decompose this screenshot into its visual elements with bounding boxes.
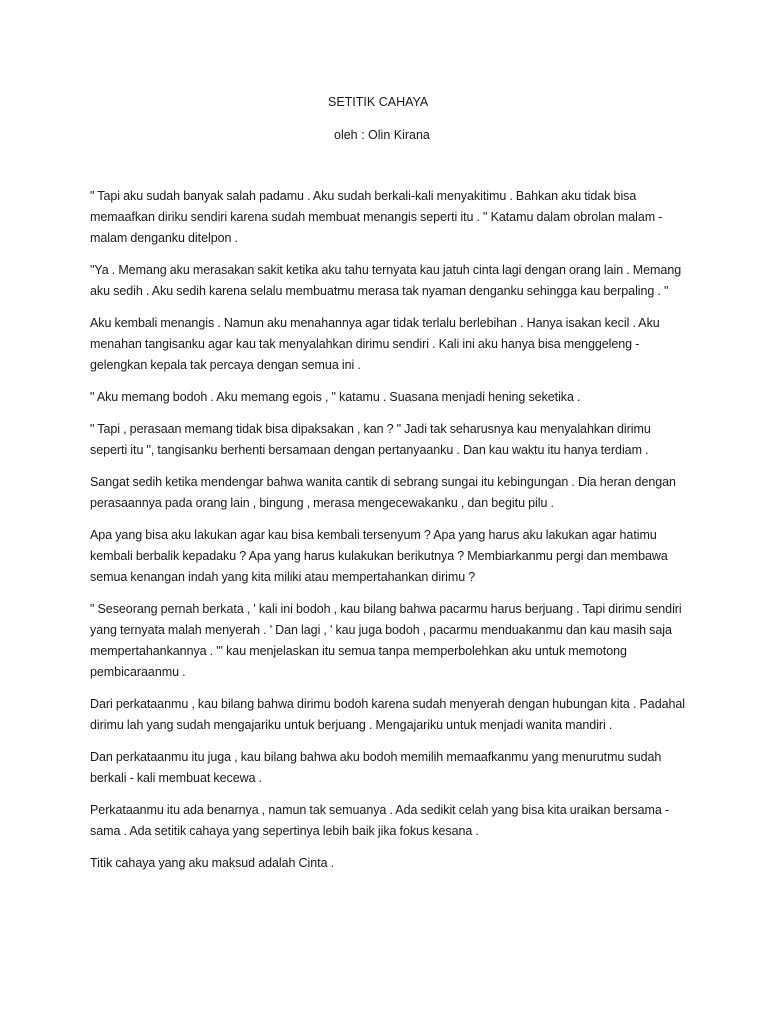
paragraph: Aku kembali menangis . Namun aku menahannya agar tidak terlalu berlebihan . Hanya isakan kecil . Aku menahan tangisanku agar kau tak menyalahkan dirimu sendiri . Kali ini aku hanya bisa menggeleng - gelengkan kepala tak percaya dengan semua ini . <box>90 316 660 372</box>
paragraph: " Seseorang pernah berkata , ' kali ini bodoh , kau bilang bahwa pacarmu harus berjuang . Tapi dirimu sendiri yang ternyata malah menyerah . ' Dan lagi , ' kau juga bodoh , pacarmu menduakanmu dan kau masih saja mempertahankannya . "' kau menjelaskan itu semua tanpa memperbolehkan aku untuk memotong pembicaraanmu . <box>90 602 682 679</box>
paragraph: Sangat sedih ketika mendengar bahwa wanita cantik di sebrang sungai itu kebingungan . Dia heran dengan perasaannya pada orang lain , bingung , merasa mengecewakanku , dan begitu pilu . <box>90 475 676 510</box>
paragraph: Perkataanmu itu ada benarnya , namun tak semuanya . Ada sedikit celah yang bisa kita uraikan bersama - sama . Ada setitik cahaya yang sepertinya lebih baik jika fokus kesana . <box>90 803 670 838</box>
paragraph: Dan perkataanmu itu juga , kau bilang bahwa aku bodoh memilih memaafkanmu yang menurutmu sudah berkali - kali membuat kecewa . <box>90 750 662 785</box>
paragraph: " Tapi , perasaan memang tidak bisa dipaksakan , kan ? " Jadi tak seharusnya kau menyalahkan dirimu seperti itu ", tangisanku berhenti bersamaan dengan pertanyaanku . Dan kau waktu itu hanya terdiam . <box>90 422 651 457</box>
paragraph: Titik cahaya yang aku maksud adalah Cinta . <box>90 856 335 870</box>
paragraph: " Tapi aku sudah banyak salah padamu . Aku sudah berkali-kali menyakitimu . Bahkan aku tidak bisa memaafkan diriku sendiri karena sudah membuat menangis seperti itu . " Katamu dalam obrolan malam - malam denganku ditelpon . <box>90 189 663 245</box>
story-body <box>90 186 690 885</box>
paragraph: "Ya . Memang aku merasakan sakit ketika aku tahu ternyata kau jatuh cinta lagi dengan orang lain . Memang aku sedih . Aku sedih karena selalu membuatmu merasa tak nyaman denganku sehingga kau berpaling . " <box>90 263 682 298</box>
paragraph: " Aku memang bodoh . Aku memang egois , " katamu . Suasana menjadi hening seketika . <box>90 390 581 404</box>
paragraph: Dari perkataanmu , kau bilang bahwa dirimu bodoh karena sudah menyerah dengan hubungan kita . Padahal dirimu lah yang sudah mengajariku untuk berjuang . Mengajariku untuk menjadi wanita mandiri . <box>90 697 686 732</box>
paragraph: Apa yang bisa aku lakukan agar kau bisa kembali tersenyum ? Apa yang harus aku lakukan agar hatimu kembali berbalik kepadaku ? Apa yang harus kulakukan berikutnya ? Membiarkanmu pergi dan membawa semua kenangan indah yang kita miliki atau mempertahankan dirimu ? <box>90 528 668 584</box>
document-title: SETITIK CAHAYA <box>328 95 429 109</box>
author-line: oleh : Olin Kirana <box>334 128 430 142</box>
